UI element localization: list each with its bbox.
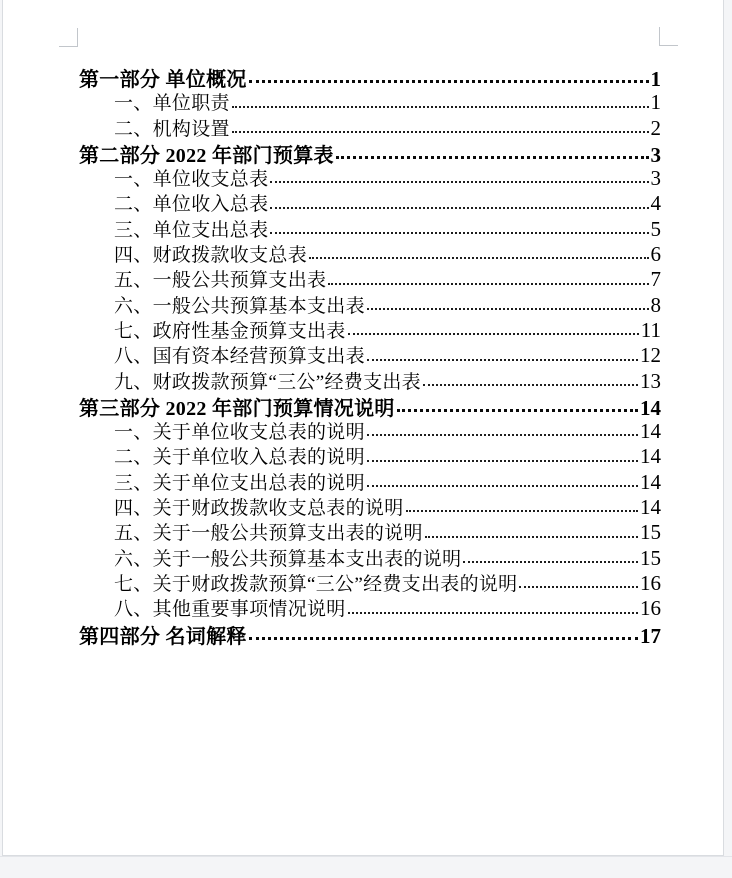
toc-page-number: 15: [640, 520, 661, 545]
table-of-contents: [79, 63, 661, 648]
toc-entry[interactable]: [79, 139, 661, 167]
toc-leader-dots: [425, 536, 638, 538]
toc-entry[interactable]: [79, 265, 661, 290]
toc-page-number: 5: [650, 216, 661, 241]
toc-entry[interactable]: [79, 164, 661, 189]
toc-entry[interactable]: [79, 291, 661, 316]
toc-leader-dots: [463, 561, 638, 563]
toc-entry[interactable]: [79, 63, 661, 91]
toc-page-number: 3: [650, 166, 661, 191]
toc-page-number: 12: [640, 343, 661, 368]
toc-leader-dots: [270, 207, 648, 209]
toc-page-number: 17: [640, 623, 661, 648]
toc-leader-dots: [232, 106, 649, 108]
toc-entry-label: 二、单位收入总表: [114, 194, 269, 216]
toc-entry[interactable]: [79, 442, 661, 467]
toc-page-number: 7: [650, 267, 661, 292]
toc-entry[interactable]: [79, 341, 661, 366]
toc-leader-dots: [270, 181, 648, 183]
toc-entry-label: 第三部分 2022 年部门预算情况说明: [79, 397, 395, 420]
toc-entry[interactable]: [79, 620, 661, 648]
toc-page-number: 16: [640, 596, 661, 621]
toc-entry[interactable]: [79, 468, 661, 493]
toc-leader-dots: [367, 460, 638, 462]
toc-entry-label: 五、一般公共预算支出表: [114, 270, 327, 292]
toc-leader-dots: [406, 510, 638, 512]
toc-entry-label: 二、关于单位收入总表的说明: [114, 447, 365, 469]
page-gap-background: [0, 856, 732, 878]
toc-entry[interactable]: [79, 240, 661, 265]
toc-page-number: 1: [650, 90, 661, 115]
toc-entry-label: 第二部分 2022 年部门预算表: [79, 144, 334, 167]
toc-leader-dots: [249, 80, 649, 83]
margin-crop-mark-top-left: [59, 28, 78, 47]
toc-leader-dots: [270, 232, 648, 234]
toc-page-number: 16: [640, 570, 661, 595]
toc-page-number: 14: [640, 395, 661, 420]
toc-entry[interactable]: [79, 493, 661, 518]
toc-page-number: 14: [640, 444, 661, 469]
toc-leader-dots: [397, 409, 638, 412]
toc-entry-label: 一、单位职责: [114, 93, 230, 115]
toc-page-number: 15: [640, 545, 661, 570]
toc-entry-label: 三、单位支出总表: [114, 219, 269, 241]
toc-entry-label: 第四部分 名词解释: [79, 625, 247, 648]
toc-entry-label: 六、一般公共预算基本支出表: [114, 295, 365, 317]
toc-entry-label: 一、关于单位收支总表的说明: [114, 422, 365, 444]
toc-entry-label: 六、关于一般公共预算基本支出表的说明: [114, 548, 462, 570]
toc-entry-label: 八、其他重要事项情况说明: [114, 599, 346, 621]
toc-entry-label: 四、财政拨款收支总表: [114, 245, 308, 267]
toc-leader-dots: [519, 586, 638, 588]
toc-page-number: 3: [650, 142, 661, 167]
toc-page-number: 14: [640, 469, 661, 494]
toc-entry[interactable]: [79, 215, 661, 240]
toc-page-number: 1: [650, 67, 661, 91]
toc-entry[interactable]: [79, 392, 661, 420]
toc-entry-label: 第一部分 单位概况: [79, 69, 247, 91]
toc-leader-dots: [336, 156, 649, 159]
toc-entry-label: 一、单位收支总表: [114, 169, 269, 191]
toc-entry-label: 三、关于单位支出总表的说明: [114, 472, 365, 494]
toc-leader-dots: [328, 283, 648, 285]
toc-entry[interactable]: [79, 316, 661, 341]
toc-entry[interactable]: [79, 594, 661, 619]
toc-page-number: 14: [640, 495, 661, 520]
toc-leader-dots: [232, 131, 649, 133]
margin-crop-mark-top-right: [659, 27, 678, 46]
toc-page-number: 4: [650, 191, 661, 216]
toc-entry[interactable]: [79, 367, 661, 392]
toc-leader-dots: [348, 333, 639, 335]
toc-leader-dots: [423, 384, 638, 386]
toc-page-number: 6: [650, 242, 661, 267]
toc-entry-label: 五、关于一般公共预算支出表的说明: [114, 523, 423, 545]
toc-page-number: 13: [640, 368, 661, 393]
toc-entry[interactable]: [79, 417, 661, 442]
toc-entry[interactable]: [79, 189, 661, 214]
toc-page-number: 2: [650, 115, 661, 140]
toc-entry[interactable]: [79, 518, 661, 543]
toc-entry-label: 七、政府性基金预算支出表: [114, 320, 346, 342]
toc-entry[interactable]: [79, 544, 661, 569]
toc-page-number: 11: [640, 317, 661, 342]
toc-leader-dots: [367, 485, 638, 487]
toc-entry[interactable]: [79, 569, 661, 594]
toc-entry[interactable]: [79, 114, 661, 139]
toc-entry-label: 九、财政拨款预算“三公”经费支出表: [114, 371, 421, 393]
toc-leader-dots: [367, 308, 649, 310]
toc-leader-dots: [367, 434, 638, 436]
toc-leader-dots: [348, 612, 638, 614]
document-page: [2, 0, 724, 856]
toc-entry-label: 七、关于财政拨款预算“三公”经费支出表的说明: [114, 573, 518, 595]
toc-page-number: 8: [650, 292, 661, 317]
toc-leader-dots: [309, 257, 648, 259]
toc-entry-label: 八、国有资本经营预算支出表: [114, 346, 365, 368]
toc-page-number: 14: [640, 419, 661, 444]
toc-leader-dots: [249, 637, 638, 640]
toc-entry[interactable]: [79, 88, 661, 113]
toc-leader-dots: [367, 359, 638, 361]
toc-entry-label: 二、机构设置: [114, 118, 230, 140]
toc-entry-label: 四、关于财政拨款收支总表的说明: [114, 498, 404, 520]
